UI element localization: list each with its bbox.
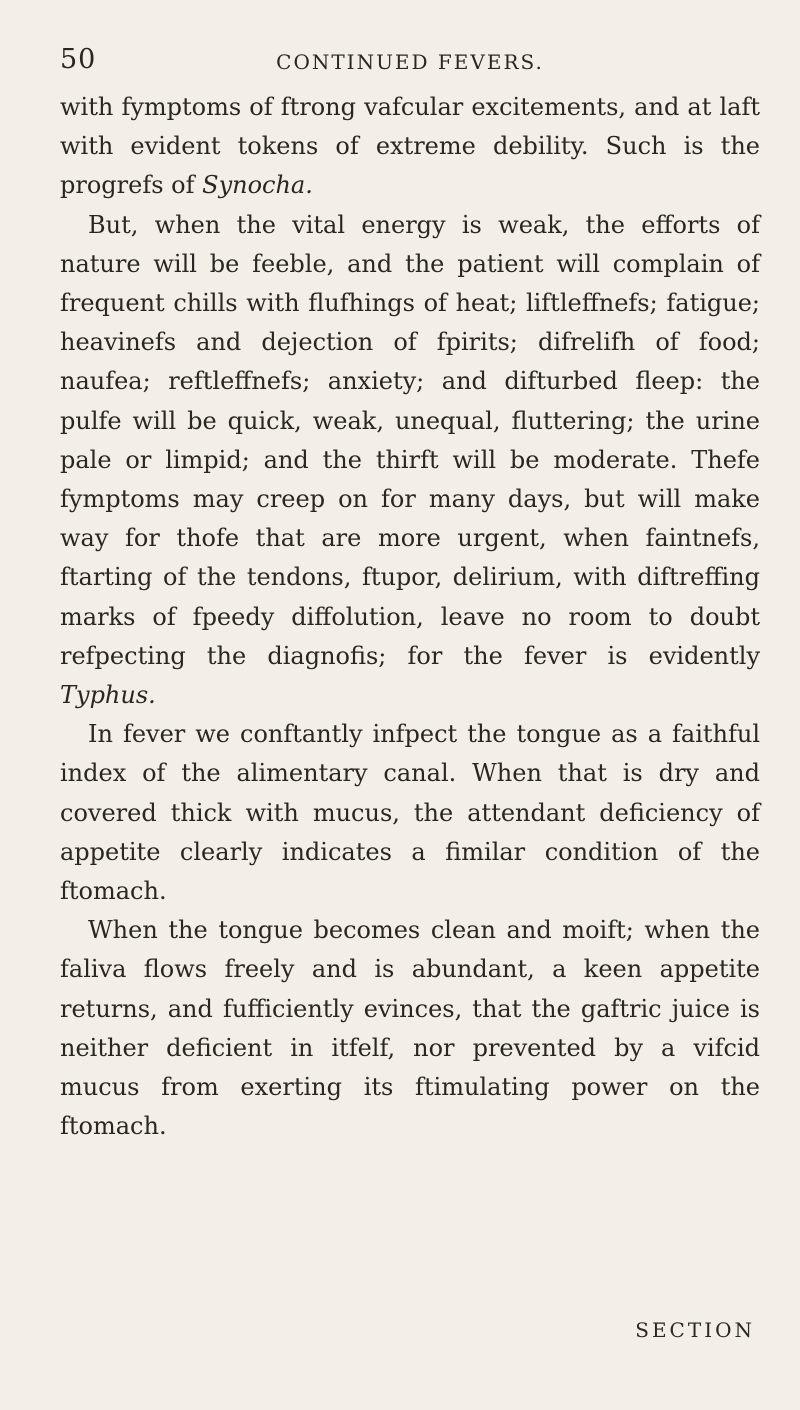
italic-term-synocha: Synocha. [202, 171, 313, 200]
paragraph-text: with fymptoms of ftrong vafcular excitements, and at laft with evident tokens of extreme debility. Such is the progrefs of [60, 93, 760, 200]
page-number: 50 [60, 44, 97, 75]
italic-term-typhus: Typhus. [60, 681, 156, 710]
paragraph-text: But, when the vital energy is weak, the efforts of nature will be feeble, and the patient will complain of frequent chills with flufhings of heat; liftleffnefs; fatigue; heavinefs and dejection of fpirits; difrelifh of food; naufea; reftleffnefs; anxiety; and difturbed fleep: the pulfe will be quick, weak, unequal, fluttering; the urine pale or limpid; and the thirft will be moderate. Thefe fymptoms may creep on for many days, but will make way for thofe that are more urgent, when faintnefs, ftarting of the tendons, ftupor, delirium, with diftreffing marks of fpeedy diffolution, leave no room to doubt refpecting the diagnofis; for the fever is evidently [60, 210, 760, 670]
catchword: SECTION [635, 1318, 755, 1342]
body-text [60, 88, 760, 1146]
paragraph-typhus [60, 206, 760, 716]
paragraph-saliva [60, 911, 760, 1146]
paragraph-text: In fever we conftantly infpect the tongue as a faithful index of the alimentary canal. When that is dry and covered thick with mucus, the attendant deficiency of appetite clearly indicates a fimilar condition of the ftomach. [60, 720, 760, 906]
running-head: CONTINUED FEVERS. [276, 50, 544, 74]
paragraph-synocha [60, 88, 760, 206]
paragraph-tongue [60, 715, 760, 911]
paragraph-text: When the tongue becomes clean and moift; when the faliva flows freely and is abundant, a keen appetite returns, and fufficiently evinces, that the gaftric juice is neither deficient in itfelf, nor prevented by a vifcid mucus from exerting its ftimulating power on the ftomach. [60, 916, 760, 1141]
page-header [60, 44, 760, 80]
